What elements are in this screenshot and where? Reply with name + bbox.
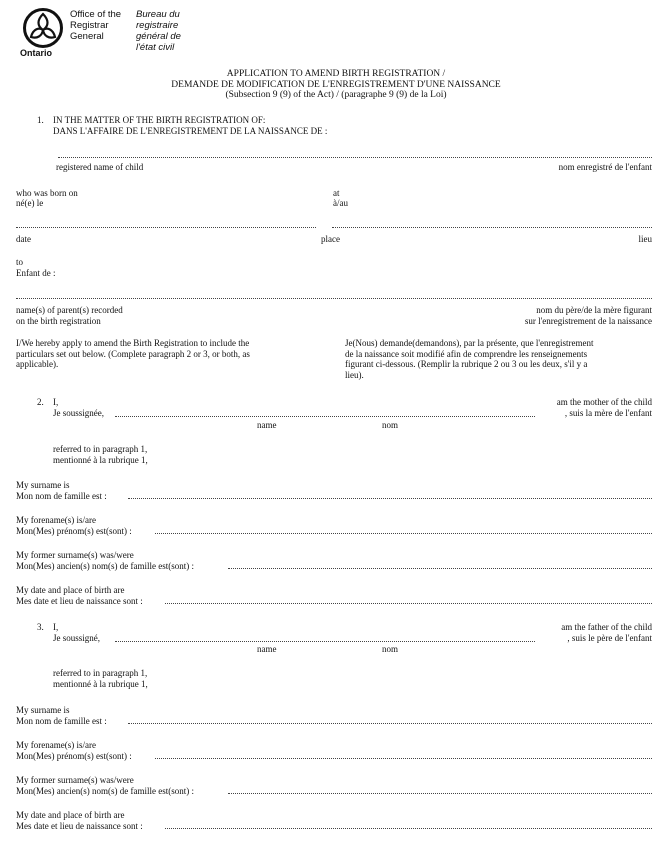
- date-label: date: [16, 234, 31, 244]
- born-on-label-fr: né(e) le: [16, 198, 44, 208]
- father-forenames-row: My forename(s) is/are Mon(Mes) prénom(s) est(sont) :: [16, 740, 132, 761]
- child-name-label-en: registered name of child: [56, 162, 144, 172]
- birth-place-field[interactable]: [332, 227, 652, 228]
- section2-number: 2.: [37, 397, 44, 407]
- section3-role-en: am the father of the child: [561, 622, 652, 632]
- place-label: place: [321, 234, 340, 244]
- section1-heading: IN THE MATTER OF THE BIRTH REGISTRATION OF: DANS L'AFFAIRE DE L'ENREGISTREMENT DE LA NAISSANCE DE :: [53, 115, 328, 136]
- section3-number: 3.: [37, 622, 44, 632]
- mother-name-field[interactable]: [115, 416, 535, 417]
- apply-statement-en: I/We hereby apply to amend the Birth Registration to include the particulars set out below. (Complete paragraph 2 or 3, or both, as applicable).: [16, 338, 250, 369]
- child-name-field[interactable]: [58, 157, 652, 158]
- father-name-field[interactable]: [115, 641, 535, 642]
- father-dob-field[interactable]: [165, 828, 652, 829]
- born-on-label-en: who was born on: [16, 188, 78, 198]
- apply-statement-fr: Je(Nous) demande(demandons), par la présente, que l'enregistrement de la naissance soit modifié afin de comprendre les renseignements figurant ci-dessous. (Remplir la rubrique 2 ou 3 ou les deux, s'il y a lieu).: [345, 338, 594, 380]
- parents-name-field[interactable]: [16, 298, 652, 299]
- section3-ref: referred to in paragraph 1, mentionné à la rubrique 1,: [53, 668, 148, 689]
- mother-former-surname-row: My former surname(s) was/were Mon(Mes) ancien(s) nom(s) de famille est(sont) :: [16, 550, 194, 571]
- at-label-en: at: [333, 188, 340, 198]
- father-former-surname-row: My former surname(s) was/were Mon(Mes) ancien(s) nom(s) de famille est(sont) :: [16, 775, 194, 796]
- section2-nom-label: nom: [382, 420, 399, 430]
- section2-i-fr: Je soussignée,: [53, 408, 104, 418]
- to-label-en: to: [16, 257, 24, 267]
- child-name-label-fr: nom enregistré de l'enfant: [558, 162, 652, 172]
- lieu-label: lieu: [638, 234, 652, 244]
- mother-dob-row: My date and place of birth are Mes date et lieu de naissance sont :: [16, 585, 143, 606]
- section3-nom-label: nom: [382, 644, 399, 654]
- to-label-fr: Enfant de :: [16, 268, 56, 278]
- father-surname-field[interactable]: [128, 723, 652, 724]
- father-dob-row: My date and place of birth are Mes date et lieu de naissance sont :: [16, 810, 143, 831]
- section2-name-label: name: [257, 420, 277, 430]
- mother-surname-row: My surname is Mon nom de famille est :: [16, 480, 107, 501]
- section3-name-label: name: [257, 644, 277, 654]
- parents-label-en: name(s) of parent(s) recorded on the birth registration: [16, 305, 123, 326]
- office-name-fr: Bureau du registraire général de l'état civil: [136, 9, 181, 53]
- section3-i-fr: Je soussigné,: [53, 633, 100, 643]
- office-name-en: Office of the Registrar General: [70, 9, 122, 42]
- father-forenames-field[interactable]: [155, 758, 652, 759]
- form-title: APPLICATION TO AMEND BIRTH REGISTRATION / DEMANDE DE MODIFICATION DE L'ENREGISTREMENT D'UNE NAISSANCE (Subsection 9 (9) of the Act) / (paragraphe 9 (9) de la Loi): [171, 69, 501, 100]
- section2-role-en: am the mother of the child: [556, 397, 652, 407]
- father-surname-row: My surname is Mon nom de famille est :: [16, 705, 107, 726]
- father-former-surname-field[interactable]: [228, 793, 652, 794]
- section3-role-fr: , suis le père de l'enfant: [567, 633, 652, 643]
- section2-ref: referred to in paragraph 1, mentionné à la rubrique 1,: [53, 444, 148, 465]
- section2-i-en: I,: [53, 397, 59, 407]
- mother-former-surname-field[interactable]: [228, 568, 652, 569]
- birth-date-field[interactable]: [16, 227, 316, 228]
- at-label-fr: à/au: [333, 198, 348, 208]
- logo-text: Ontario: [20, 48, 53, 58]
- section2-role-fr: , suis la mère de l'enfant: [564, 408, 652, 418]
- ontario-logo: [18, 8, 68, 58]
- mother-dob-field[interactable]: [165, 603, 652, 604]
- mother-forenames-row: My forename(s) is/are Mon(Mes) prénom(s) est(sont) :: [16, 515, 132, 536]
- section1-number: 1.: [37, 115, 44, 125]
- mother-forenames-field[interactable]: [155, 533, 652, 534]
- trillium-icon: [22, 8, 64, 48]
- mother-surname-field[interactable]: [128, 498, 652, 499]
- section3-i-en: I,: [53, 622, 59, 632]
- parents-label-fr: nom du père/de la mère figurant sur l'enregistrement de la naissance: [524, 305, 652, 326]
